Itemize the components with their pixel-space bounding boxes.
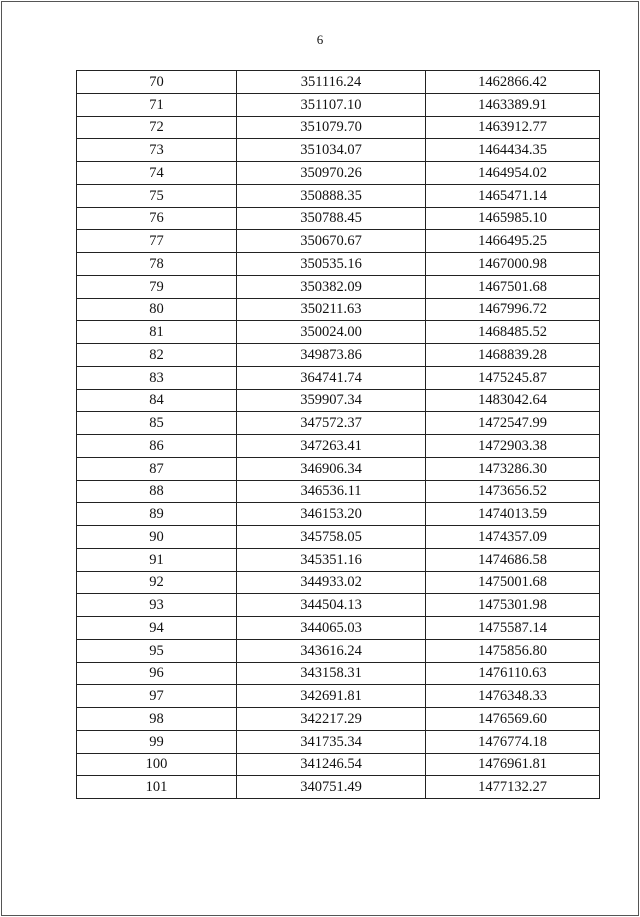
point-id-cell: 70 [77,71,237,94]
y-coordinate-cell: 1466495.25 [426,230,600,253]
table-row [77,708,600,731]
table-row [77,275,600,298]
point-id-cell: 83 [77,366,237,389]
table-row [77,321,600,344]
table-row [77,776,600,799]
x-coordinate-cell: 341246.54 [237,753,426,776]
point-id-cell: 85 [77,412,237,435]
table-row [77,298,600,321]
y-coordinate-cell: 1475587.14 [426,617,600,640]
table-row [77,184,600,207]
table-row [77,594,600,617]
y-coordinate-cell: 1468839.28 [426,344,600,367]
x-coordinate-cell: 350535.16 [237,253,426,276]
x-coordinate-cell: 350788.45 [237,207,426,230]
y-coordinate-cell: 1475301.98 [426,594,600,617]
point-id-cell: 99 [77,730,237,753]
y-coordinate-cell: 1483042.64 [426,389,600,412]
x-coordinate-cell: 350670.67 [237,230,426,253]
table-row [77,548,600,571]
x-coordinate-cell: 347572.37 [237,412,426,435]
table-row [77,116,600,139]
table-row [77,685,600,708]
table-row [77,753,600,776]
point-id-cell: 92 [77,571,237,594]
y-coordinate-cell: 1465985.10 [426,207,600,230]
table-row [77,639,600,662]
table-row [77,389,600,412]
y-coordinate-cell: 1475856.80 [426,639,600,662]
point-id-cell: 86 [77,435,237,458]
x-coordinate-cell: 359907.34 [237,389,426,412]
x-coordinate-cell: 364741.74 [237,366,426,389]
table-row [77,526,600,549]
x-coordinate-cell: 351079.70 [237,116,426,139]
y-coordinate-cell: 1474686.58 [426,548,600,571]
x-coordinate-cell: 351107.10 [237,93,426,116]
y-coordinate-cell: 1474357.09 [426,526,600,549]
point-id-cell: 96 [77,662,237,685]
table-row [77,662,600,685]
table-row [77,344,600,367]
x-coordinate-cell: 345351.16 [237,548,426,571]
x-coordinate-cell: 350024.00 [237,321,426,344]
point-id-cell: 89 [77,503,237,526]
point-id-cell: 82 [77,344,237,367]
point-id-cell: 94 [77,617,237,640]
table-row [77,730,600,753]
y-coordinate-cell: 1476110.63 [426,662,600,685]
x-coordinate-cell: 350211.63 [237,298,426,321]
x-coordinate-cell: 341735.34 [237,730,426,753]
point-id-cell: 74 [77,162,237,185]
point-id-cell: 87 [77,457,237,480]
x-coordinate-cell: 344065.03 [237,617,426,640]
point-id-cell: 81 [77,321,237,344]
point-id-cell: 78 [77,253,237,276]
point-id-cell: 95 [77,639,237,662]
point-id-cell: 90 [77,526,237,549]
y-coordinate-cell: 1476569.60 [426,708,600,731]
y-coordinate-cell: 1468485.52 [426,321,600,344]
x-coordinate-cell: 345758.05 [237,526,426,549]
point-id-cell: 72 [77,116,237,139]
y-coordinate-cell: 1467000.98 [426,253,600,276]
table-row [77,412,600,435]
point-id-cell: 77 [77,230,237,253]
table-row [77,230,600,253]
y-coordinate-cell: 1476961.81 [426,753,600,776]
y-coordinate-cell: 1473286.30 [426,457,600,480]
table-row [77,503,600,526]
point-id-cell: 97 [77,685,237,708]
x-coordinate-cell: 349873.86 [237,344,426,367]
table-row [77,435,600,458]
y-coordinate-cell: 1472903.38 [426,435,600,458]
table-row [77,93,600,116]
point-id-cell: 75 [77,184,237,207]
point-id-cell: 91 [77,548,237,571]
table-row [77,207,600,230]
y-coordinate-cell: 1472547.99 [426,412,600,435]
x-coordinate-cell: 351116.24 [237,71,426,94]
table-row [77,253,600,276]
y-coordinate-cell: 1465471.14 [426,184,600,207]
x-coordinate-cell: 343616.24 [237,639,426,662]
y-coordinate-cell: 1464434.35 [426,139,600,162]
y-coordinate-cell: 1477132.27 [426,776,600,799]
y-coordinate-cell: 1463389.91 [426,93,600,116]
x-coordinate-cell: 346536.11 [237,480,426,503]
table-row [77,571,600,594]
table-row [77,366,600,389]
y-coordinate-cell: 1467501.68 [426,275,600,298]
coordinate-table-body [77,71,600,799]
x-coordinate-cell: 343158.31 [237,662,426,685]
table-row [77,617,600,640]
table-row [77,162,600,185]
y-coordinate-cell: 1464954.02 [426,162,600,185]
y-coordinate-cell: 1476774.18 [426,730,600,753]
y-coordinate-cell: 1475245.87 [426,366,600,389]
point-id-cell: 98 [77,708,237,731]
y-coordinate-cell: 1463912.77 [426,116,600,139]
x-coordinate-cell: 346153.20 [237,503,426,526]
y-coordinate-cell: 1467996.72 [426,298,600,321]
table-row [77,457,600,480]
point-id-cell: 73 [77,139,237,162]
table-row [77,480,600,503]
x-coordinate-cell: 347263.41 [237,435,426,458]
x-coordinate-cell: 350888.35 [237,184,426,207]
point-id-cell: 93 [77,594,237,617]
table-row [77,71,600,94]
point-id-cell: 88 [77,480,237,503]
x-coordinate-cell: 342217.29 [237,708,426,731]
point-id-cell: 79 [77,275,237,298]
point-id-cell: 100 [77,753,237,776]
point-id-cell: 84 [77,389,237,412]
point-id-cell: 80 [77,298,237,321]
y-coordinate-cell: 1475001.68 [426,571,600,594]
y-coordinate-cell: 1473656.52 [426,480,600,503]
coordinate-table [76,70,600,799]
y-coordinate-cell: 1474013.59 [426,503,600,526]
x-coordinate-cell: 344933.02 [237,571,426,594]
x-coordinate-cell: 350970.26 [237,162,426,185]
x-coordinate-cell: 342691.81 [237,685,426,708]
point-id-cell: 71 [77,93,237,116]
x-coordinate-cell: 344504.13 [237,594,426,617]
point-id-cell: 101 [77,776,237,799]
x-coordinate-cell: 351034.07 [237,139,426,162]
page-number: 6 [316,32,324,47]
point-id-cell: 76 [77,207,237,230]
x-coordinate-cell: 350382.09 [237,275,426,298]
y-coordinate-cell: 1476348.33 [426,685,600,708]
table-row [77,139,600,162]
x-coordinate-cell: 346906.34 [237,457,426,480]
y-coordinate-cell: 1462866.42 [426,71,600,94]
x-coordinate-cell: 340751.49 [237,776,426,799]
